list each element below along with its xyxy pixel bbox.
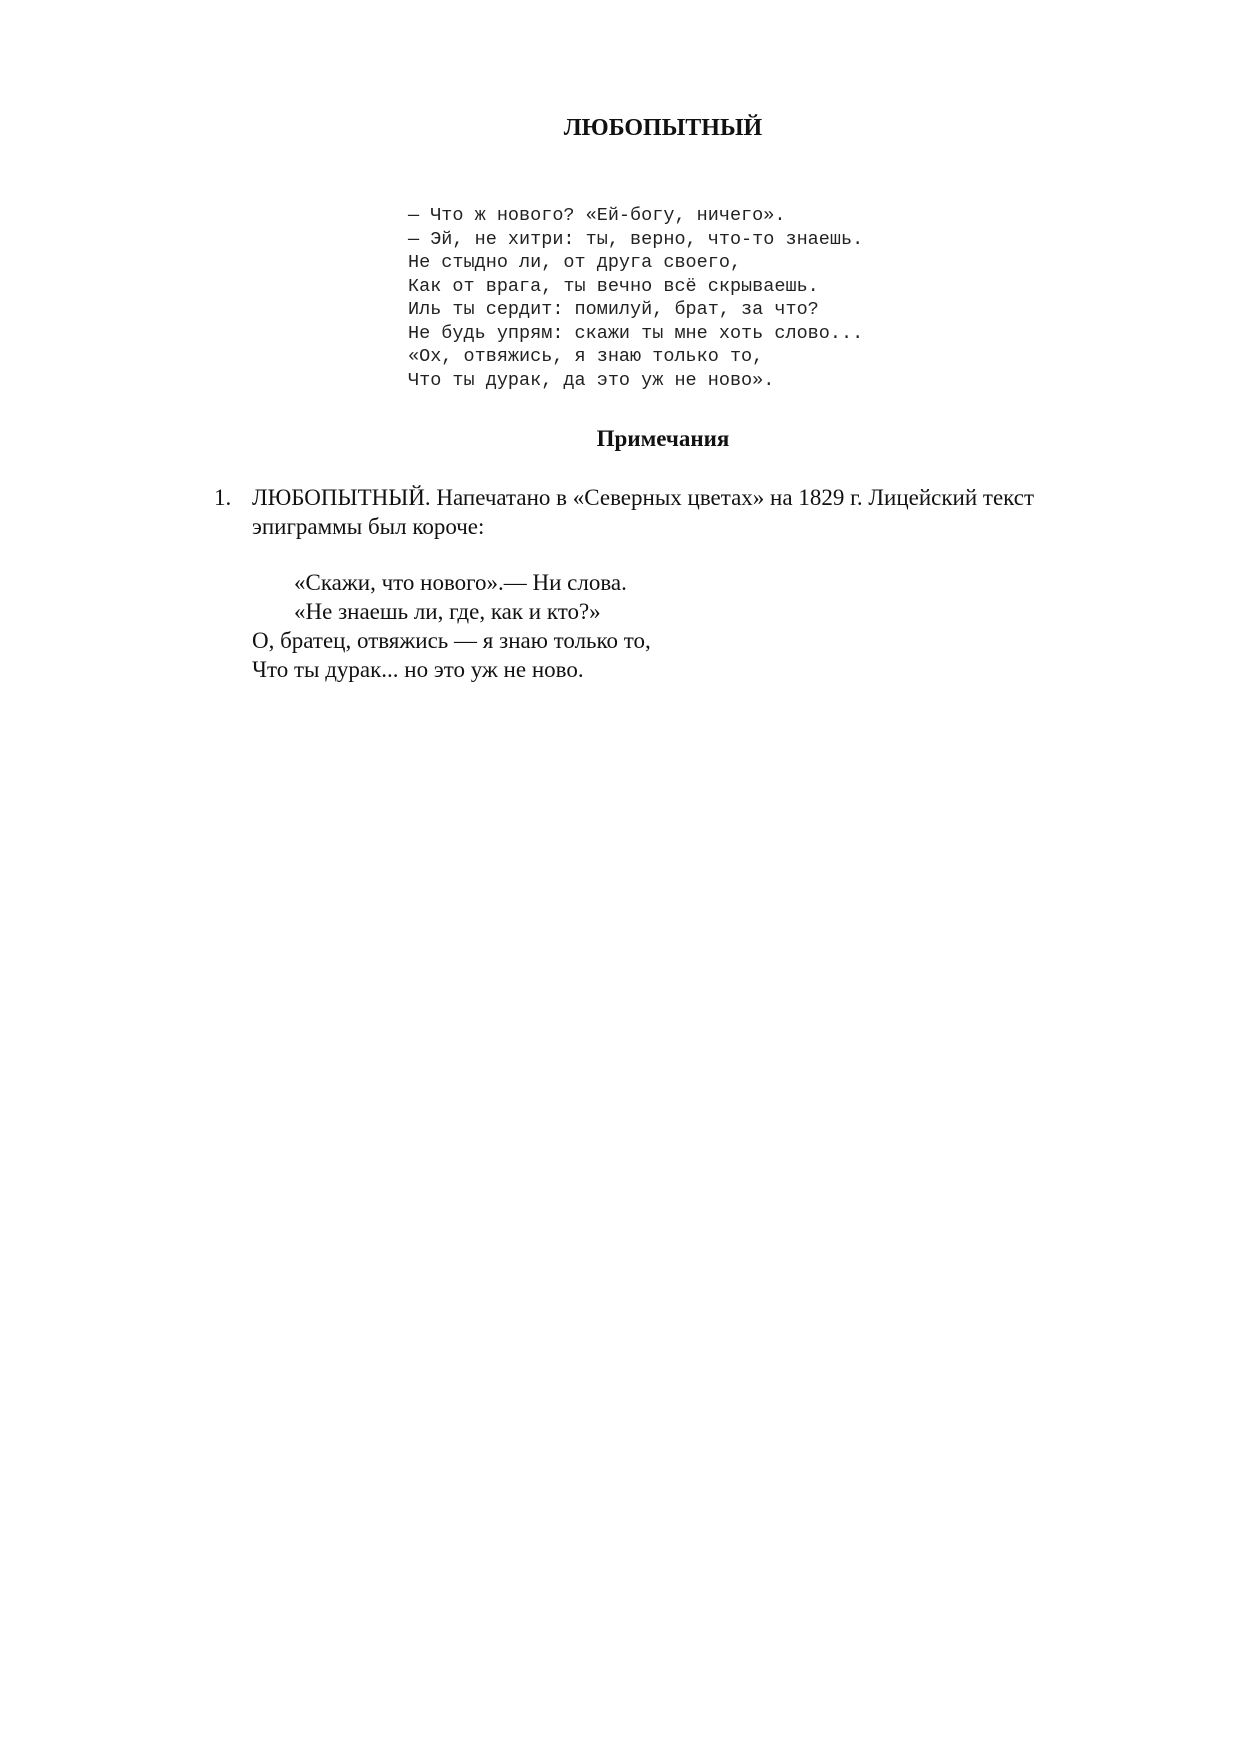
- poem-line: — Что ж нового? «Ей-богу, ничего».: [408, 205, 786, 226]
- note-text: ЛЮБОПЫТНЫЙ. Напечатано в «Северных цветах» на 1829 г. Лицейский текст эпиграммы был короче:: [252, 485, 1035, 539]
- poem-line: Не будь упрям: скажи ты мне хоть слово...: [408, 322, 864, 344]
- poem-line: Что ты дурак, да это уж не ново».: [408, 369, 775, 391]
- poem-line: — Эй, не хитри: ты, верно, что-то знаешь.: [408, 228, 864, 250]
- note-number: 1.: [214, 485, 232, 510]
- notes-heading: Примечания: [596, 426, 730, 451]
- note-quote: [252, 568, 651, 684]
- poem-text: [408, 204, 863, 392]
- poem-line: Иль ты сердит: помилуй, брат, за что?: [408, 299, 819, 320]
- poem-line: Как от врага, ты вечно всё скрываешь.: [408, 275, 819, 297]
- poem-line: Не стыдно ли, от друга своего,: [408, 252, 742, 273]
- poem-line: «Ох, отвяжись, я знаю только то,: [408, 346, 764, 367]
- poem-title: ЛЮБОПЫТНЫЙ: [563, 115, 763, 141]
- quote-line: «Скажи, что нового».— Ни слова.: [294, 570, 627, 595]
- quote-line: Что ты дурак... но это уж не ново.: [252, 657, 584, 682]
- quote-line: О, братец, отвяжись — я знаю только то,: [252, 628, 651, 653]
- quote-line: «Не знаешь ли, где, как и кто?»: [294, 599, 601, 624]
